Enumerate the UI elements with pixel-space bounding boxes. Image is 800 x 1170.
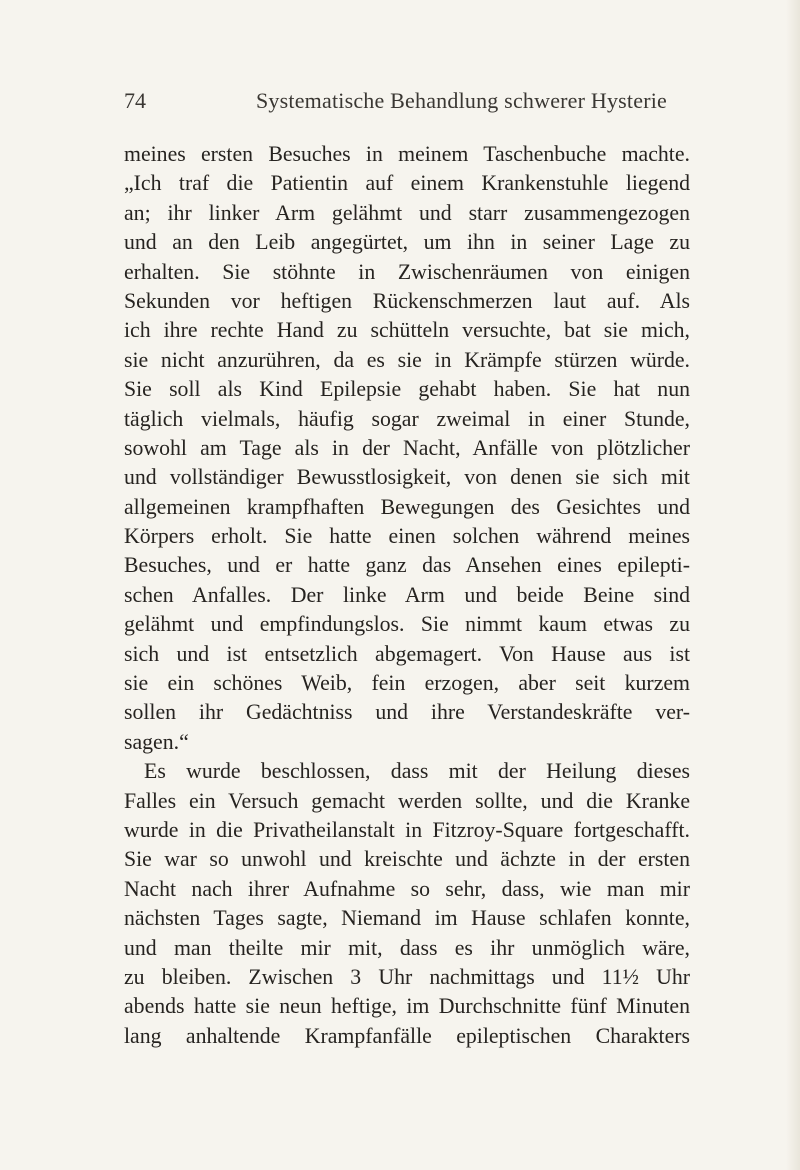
text-line: gelähmt und empfindungslos. Sie nimmt kaum etwas zu xyxy=(124,612,690,637)
text-line: wurde in die Privatheilanstalt in Fitzroy-Square fortgeschafft. xyxy=(124,817,690,842)
text-line: Körpers erholt. Sie hatte einen solchen während meines xyxy=(124,524,690,549)
body-text xyxy=(124,140,690,1051)
text-line: nächsten Tages sagte, Niemand im Hause schlafen konnte, xyxy=(124,906,690,931)
page-number: 74 xyxy=(124,88,146,113)
text-line: Besuches, und er hatte ganz das Ansehen eines epilepti- xyxy=(124,553,690,578)
text-line: Nacht nach ihrer Aufnahme so sehr, dass, wie man mir xyxy=(124,876,690,901)
text-line: lang anhaltende Krampfanfälle epileptischen Charakters xyxy=(124,1023,690,1048)
running-title: Systematische Behandlung schwerer Hysterie xyxy=(256,88,668,113)
text-line: „Ich traf die Patientin auf einem Krankenstuhle liegend xyxy=(124,171,690,196)
text-line: täglich vielmals, häufig sogar zweimal in einer Stunde, xyxy=(124,406,690,431)
page-edge-shadow xyxy=(786,0,800,1170)
text-line: schen Anfalles. Der linke Arm und beide Beine sind xyxy=(124,582,690,607)
page-header xyxy=(124,88,686,118)
text-line: zu bleiben. Zwischen 3 Uhr nachmittags und 11½ Uhr xyxy=(124,964,690,989)
text-line: und an den Leib angegürtet, um ihn in seiner Lage zu xyxy=(124,230,690,255)
text-line: und man theilte mir mit, dass es ihr unmöglich wäre, xyxy=(124,935,690,960)
text-line: sie nicht anzurühren, da es sie in Krämpfe stürzen würde. xyxy=(124,347,690,372)
text-line: ich ihre rechte Hand zu schütteln versuchte, bat sie mich, xyxy=(124,318,690,343)
text-line: sollen ihr Gedächtniss und ihre Verstandeskräfte ver- xyxy=(124,700,690,725)
text-line: erhalten. Sie stöhnte in Zwischenräumen von einigen xyxy=(124,259,690,284)
text-line: sagen.“ xyxy=(124,729,189,754)
text-line: allgemeinen krampfhaften Bewegungen des Gesichtes und xyxy=(124,494,690,519)
text-line: Falles ein Versuch gemacht werden sollte, und die Kranke xyxy=(124,788,690,813)
text-line: sie ein schönes Weib, fein erzogen, aber seit kurzem xyxy=(124,671,690,696)
text-line: Sekunden vor heftigen Rückenschmerzen laut auf. Als xyxy=(124,288,690,313)
text-line: sich und ist entsetzlich abgemagert. Von Hause aus ist xyxy=(124,641,690,666)
text-line: Es wurde beschlossen, dass mit der Heilung dieses xyxy=(144,759,690,784)
text-line: Sie soll als Kind Epilepsie gehabt haben. Sie hat nun xyxy=(124,377,690,402)
text-line: Sie war so unwohl und kreischte und ächzte in der ersten xyxy=(124,847,690,872)
text-line: sowohl am Tage als in der Nacht, Anfälle von plötzlicher xyxy=(124,435,690,460)
text-line: meines ersten Besuches in meinem Taschenbuche machte. xyxy=(124,142,690,166)
text-line: und vollständiger Bewusstlosigkeit, von denen sie sich mit xyxy=(124,465,690,490)
text-line: abends hatte sie neun heftige, im Durchschnitte fünf Minuten xyxy=(124,994,690,1019)
text-line: an; ihr linker Arm gelähmt und starr zusammengezogen xyxy=(124,200,690,225)
